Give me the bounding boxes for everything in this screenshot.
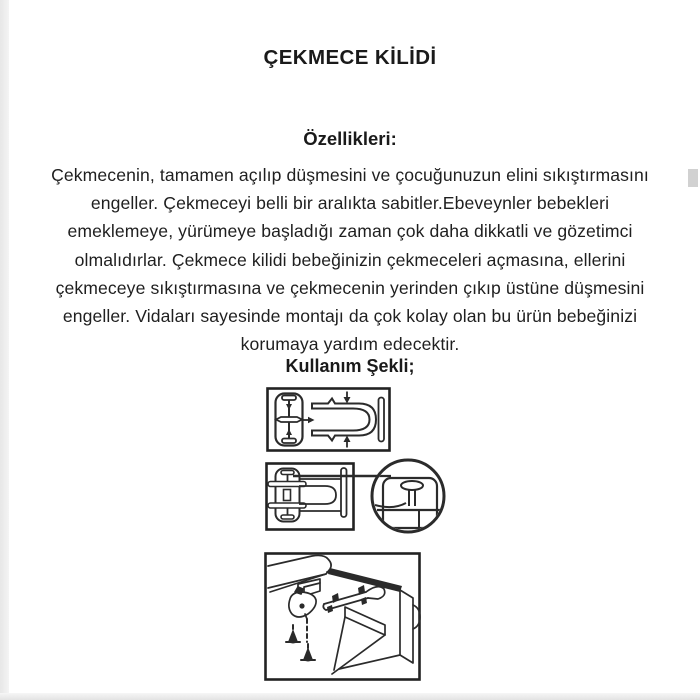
paragraph-line: çekmeceye sıkıştırmasına ve çekmecenin yerinden çıkıp üstüne düşmesini [55,277,645,298]
features-paragraph [6,161,694,358]
bottom-edge-strip [0,693,700,700]
page-title: ÇEKMECE KİLİDİ [263,46,437,69]
lock-parts-diagram-icon [266,387,391,452]
paragraph-line: korumaya yardım edecektir. [240,334,460,355]
paragraph-line: Çekmecenin, tamamen açılıp düşmesini ve çocuğunuzun elini sıkıştırmasını [51,165,649,185]
drawer-installation-diagram-icon [264,552,421,681]
figure-drawer-installation [264,552,421,686]
paragraph-line: olmalıdırlar. Çekmece kilidi bebeğinizin çekmeceleri açmasına, ellerini [74,249,626,270]
usage-heading: Kullanım Şekli; [285,356,415,376]
paragraph-line: engeller. Vidaları sayesinde montajı da çok kolay olan bu ürün bebeğinizi [62,306,638,327]
figure-lock-assembled-detail [265,458,447,539]
features-heading: Özellikleri: [303,128,397,149]
text-cursor-artifact [688,169,698,187]
figure-lock-parts [266,387,391,457]
paragraph-line: engeller. Çekmeceyi belli bir aralıkta sabitler.Ebeveynler bebekleri [90,193,610,214]
paragraph-line: emeklemeye, yürümeye başladığı zaman çok daha dikkatli ve gözetimci [67,221,633,242]
lock-assembled-magnifier-diagram-icon [265,458,447,534]
